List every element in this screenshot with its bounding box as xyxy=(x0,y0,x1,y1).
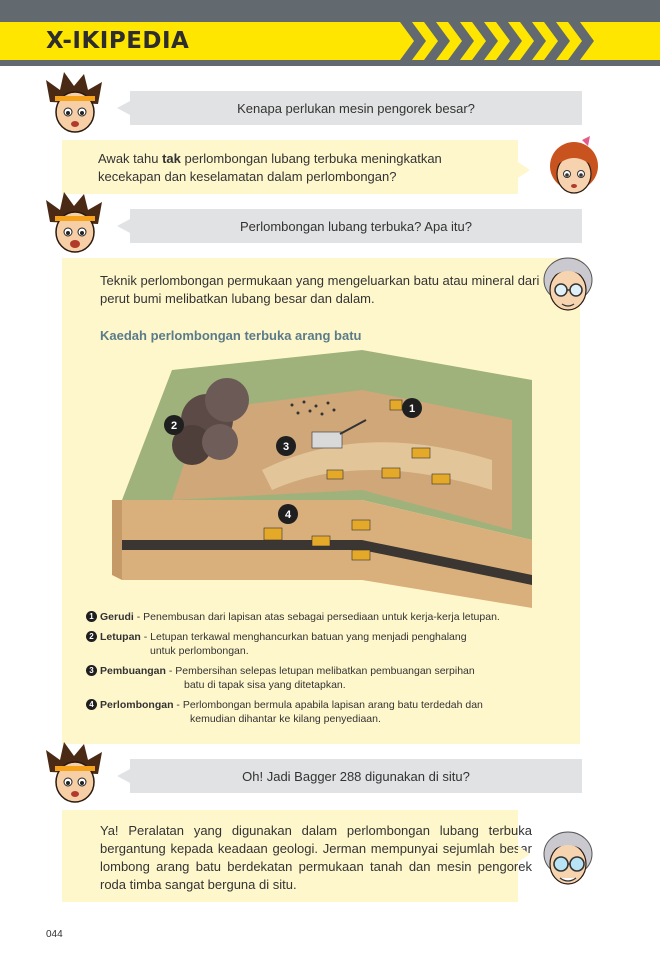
diagram-marker-1 xyxy=(402,398,422,418)
chevron-stripes-icon xyxy=(400,22,610,60)
question-bubble xyxy=(130,759,582,793)
page-number: 044 xyxy=(46,929,63,940)
svg-text:2: 2 xyxy=(170,420,178,432)
answer-text: Teknik perlombongan permukaan yang mengeluarkan batu atau mineral dari perut bumi melibatkan lubang besar dan dalam. xyxy=(100,273,540,306)
question-bubble xyxy=(130,91,582,125)
svg-text:4: 4 xyxy=(284,509,292,521)
diagram-title: Kaedah perlombongan terbuka arang batu xyxy=(100,328,362,343)
legend-desc-cont: kemudian dihantar ke kilang penyediaan. xyxy=(190,713,381,725)
open-pit-mine-diagram xyxy=(112,350,532,608)
spiky-hair-boy-icon xyxy=(44,192,104,256)
answer-text: Awak tahu tak perlombongan lubang terbuka meningkatkan kecekapan dan keselamatan dalam perlombongan? xyxy=(98,151,442,184)
page-title: X-IKIPEDIA xyxy=(46,28,190,54)
dump-truck xyxy=(312,536,330,546)
diagram-marker-2 xyxy=(164,415,184,435)
legend-desc: - Letupan terkawal menghancurkan batuan yang menjadi penghalang xyxy=(140,631,467,643)
answer-text: Ya! Peralatan yang digunakan dalam perlombongan lubang terbuka bergantung kepada keadaan geologi. Jerman mempunyai sejumlah besar lombong arang batu berdekatan permukaan tanah dan mesin pengorek roda timba sangat berguna di situ. xyxy=(100,823,532,892)
legend-number: 3 xyxy=(86,665,97,676)
legend-term: Letupan xyxy=(100,631,141,643)
legend-desc: - Perlombongan bermula apabila lapisan arang batu terdedah dan xyxy=(173,699,483,711)
diagram-marker-3 xyxy=(276,436,296,456)
soil-side xyxy=(112,500,122,580)
drill-rig xyxy=(390,400,402,410)
answer-bubble xyxy=(62,140,518,194)
spiky-hair-boy-icon xyxy=(44,742,104,806)
dump-truck xyxy=(412,448,430,458)
diagram-marker-4 xyxy=(278,504,298,524)
legend-number: 1 xyxy=(86,611,97,622)
answer-bubble-diagram xyxy=(62,258,580,744)
legend-item xyxy=(86,698,566,726)
legend-term: Perlombongan xyxy=(100,699,174,711)
legend-term: Gerudi xyxy=(100,611,134,623)
professor-glasses-icon xyxy=(538,826,598,890)
svg-text:1: 1 xyxy=(408,403,416,415)
dump-truck xyxy=(432,474,450,484)
legend-item xyxy=(86,630,566,658)
legend-desc-cont: untuk perlombongan. xyxy=(150,645,249,657)
legend-desc: - Penembusan dari lapisan atas sebagai persediaan untuk kerja-kerja letupan. xyxy=(133,611,500,623)
page-header xyxy=(0,0,660,66)
legend-number: 4 xyxy=(86,699,97,710)
question-text: Perlombongan lubang terbuka? Apa itu? xyxy=(239,218,472,234)
red-hair-girl-icon xyxy=(544,136,604,200)
legend-item xyxy=(86,610,566,624)
dump-truck xyxy=(352,520,370,530)
dump-truck xyxy=(352,550,370,560)
legend-desc-cont: batu di tapak sisa yang ditetapkan. xyxy=(184,679,346,691)
dump-truck xyxy=(382,468,400,478)
spiky-hair-boy-icon xyxy=(44,72,104,136)
diagram-legend xyxy=(86,610,566,732)
question-text: Oh! Jadi Bagger 288 digunakan di situ? xyxy=(242,768,470,784)
legend-item xyxy=(86,664,566,692)
legend-number: 2 xyxy=(86,631,97,642)
legend-term: Pembuangan xyxy=(100,665,166,677)
excavator xyxy=(312,432,342,448)
answer-bubble xyxy=(62,810,532,902)
question-bubble xyxy=(130,209,582,243)
svg-text:3: 3 xyxy=(282,441,290,453)
question-text: Kenapa perlukan mesin pengorek besar? xyxy=(237,100,475,116)
dump-truck xyxy=(327,470,343,479)
loader xyxy=(264,528,282,540)
grey-hair-professor-icon xyxy=(538,252,598,316)
legend-desc: - Pembersihan selepas letupan melibatkan pembuangan serpihan xyxy=(165,665,475,677)
